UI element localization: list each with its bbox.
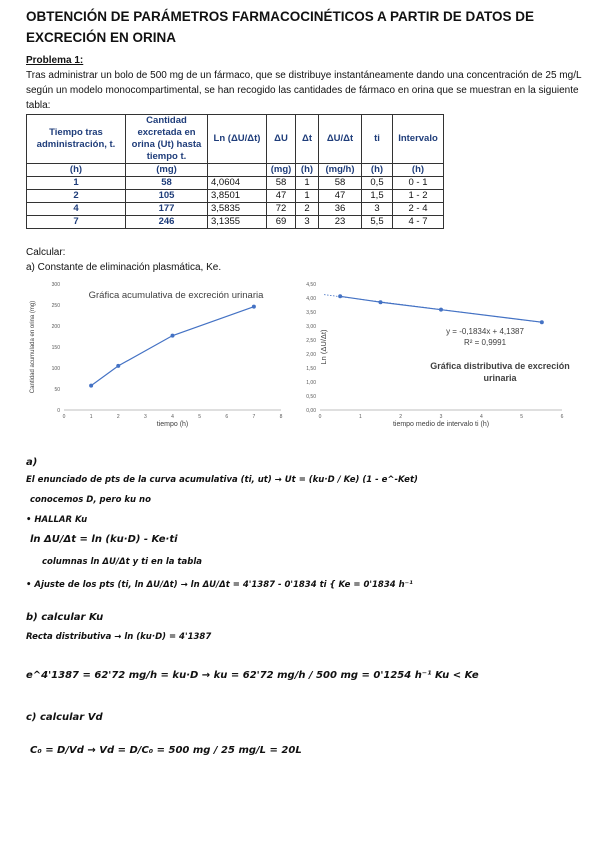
cell: 3,1355 (208, 216, 267, 229)
hand-c-line1: C₀ = D/Vd → Vd = D/C₀ = 500 mg / 25 mg/L = 20L (30, 745, 302, 756)
data-point (338, 294, 342, 298)
cumulative-chart (26, 276, 300, 434)
cell: 1 (27, 177, 126, 190)
cell: 2 (27, 190, 126, 203)
cell: 69 (267, 216, 296, 229)
y-axis-label: Cantidad acumulada en orina (mg) (30, 300, 36, 394)
hand-a-line4: ln ΔU/Δt = ln (ku·D) - Ke·ti (30, 534, 178, 545)
x-axis-label: tiempo (h) (156, 421, 189, 428)
y-tick-label: 3,00 (306, 324, 316, 330)
y-tick-label: 100 (51, 366, 60, 372)
header-dudt: ΔU/Δt (319, 115, 362, 164)
hand-c-label: c) calcular Vd (26, 712, 103, 723)
cell: 36 (319, 203, 362, 216)
hand-a-line2: conocemos D, pero ku no (30, 495, 151, 505)
problem-label: Problema 1: (26, 55, 84, 66)
table-header-row (27, 115, 444, 164)
cell: 3 (296, 216, 319, 229)
hand-b-line1: Recta distributiva → ln (ku·D) = 4'1387 (26, 632, 212, 642)
cell: 7 (27, 216, 126, 229)
hand-a-line3: • HALLAR Ku (26, 515, 88, 525)
cell: 0 - 1 (393, 177, 444, 190)
x-tick-label: 3 (439, 414, 443, 420)
cell: 1 - 2 (393, 190, 444, 203)
table-row (27, 216, 444, 229)
r-squared: R² = 0,9991 (463, 338, 507, 347)
y-tick-label: 200 (51, 324, 60, 330)
trendline-equation: y = -0,1834x + 4,1387 (446, 327, 524, 336)
unit-cell: (mg) (267, 164, 296, 177)
y-axis-label: Ln (ΔU/Δt) (319, 329, 328, 365)
y-tick-label: 0,00 (306, 408, 316, 414)
unit-cell (208, 164, 267, 177)
cell: 47 (319, 190, 362, 203)
cell: 2 - 4 (393, 203, 444, 216)
header-excreted: Cantidad excretada en orina (Ut) hasta tiempo t. (126, 115, 208, 164)
data-table (26, 114, 444, 229)
header-ti: ti (362, 115, 393, 164)
cell: 1 (296, 177, 319, 190)
calcular-label: Calcular: (26, 247, 66, 258)
hand-a-line5: columnas ln ΔU/Δt y ti en la tabla (42, 557, 202, 567)
y-tick-label: 300 (51, 282, 60, 288)
hand-a-line6: • Ajuste de los pts (ti, ln ΔU/Δt) → ln ΔU/Δt = 4'1387 - 0'1834 ti { Ke = 0'1834 h⁻¹ (26, 580, 413, 590)
unit-cell: (h) (393, 164, 444, 177)
cell: 246 (126, 216, 208, 229)
y-tick-label: 0,50 (306, 394, 316, 400)
x-tick-label: 2 (116, 414, 120, 420)
page-title: OBTENCIÓN DE PARÁMETROS FARMACOCINÉTICOS A PARTIR DE DATOS DE EXCRECIÓN EN ORINA (26, 9, 535, 45)
y-tick-label: 2,00 (306, 352, 316, 358)
y-tick-label: 0 (57, 408, 60, 414)
y-tick-label: 50 (54, 387, 60, 393)
y-tick-label: 3,50 (306, 310, 316, 316)
cell: 23 (319, 216, 362, 229)
cell: 4,0604 (208, 177, 267, 190)
x-tick-label: 0 (62, 414, 66, 420)
x-tick-label: 4 (171, 414, 174, 420)
y-tick-label: 1,50 (306, 366, 316, 372)
data-point (116, 364, 120, 368)
cell: 58 (126, 177, 208, 190)
table-row (27, 177, 444, 190)
x-tick-label: 7 (252, 414, 256, 420)
data-point (379, 300, 383, 304)
series-line (91, 307, 254, 386)
x-tick-label: 6 (225, 414, 229, 420)
x-tick-label: 4 (479, 414, 483, 420)
x-tick-label: 6 (560, 414, 564, 420)
data-point (439, 308, 443, 312)
cell: 0,5 (362, 177, 393, 190)
cell: 58 (319, 177, 362, 190)
y-tick-label: 4,00 (306, 296, 316, 302)
data-point (171, 334, 175, 338)
unit-cell: (mg/h) (319, 164, 362, 177)
x-tick-label: 8 (279, 414, 283, 420)
cell: 3,5835 (208, 203, 267, 216)
cell: 5,5 (362, 216, 393, 229)
cell: 4 (27, 203, 126, 216)
chart-title: Gráfica acumulativa de excreción urinaria (88, 290, 264, 301)
data-point (89, 384, 93, 388)
x-tick-label: 0 (318, 414, 322, 420)
data-point (540, 320, 544, 324)
cell: 177 (126, 203, 208, 216)
cell: 2 (296, 203, 319, 216)
y-tick-label: 150 (51, 345, 60, 351)
chart-title: Gráfica distributiva de excreción urinaria (430, 361, 570, 383)
y-tick-label: 4,50 (306, 282, 316, 288)
hand-b-label: b) calcular Ku (26, 612, 104, 623)
cell: 105 (126, 190, 208, 203)
distributive-chart (300, 276, 582, 434)
cell: 58 (267, 177, 296, 190)
cell: 3,8501 (208, 190, 267, 203)
unit-cell: (h) (296, 164, 319, 177)
cell: 3 (362, 203, 393, 216)
unit-cell: (mg) (126, 164, 208, 177)
cell: 72 (267, 203, 296, 216)
header-time: Tiempo tras administración, t. (27, 115, 126, 164)
header-du: ΔU (267, 115, 296, 164)
x-tick-label: 1 (89, 414, 93, 420)
hand-a-label: a) (26, 457, 38, 468)
header-dt: Δt (296, 115, 319, 164)
hand-b-line2: e^4'1387 = 62'72 mg/h = ku·D → ku = 62'72 mg/h / 500 mg = 0'1254 h⁻¹ Ku < Ke (26, 670, 479, 681)
hand-a-line1: El enunciado de pts de la curva acumulativa (ti, ut) → Ut = (ku·D / Ke) (1 - e^-Ket) (26, 475, 418, 485)
cell: 1 (296, 190, 319, 203)
y-tick-label: 250 (51, 303, 60, 309)
x-tick-label: 5 (520, 414, 524, 420)
x-tick-label: 5 (198, 414, 202, 420)
header-interval: Intervalo (393, 115, 444, 164)
table-row (27, 203, 444, 216)
unit-cell: (h) (362, 164, 393, 177)
data-point (252, 305, 256, 309)
x-axis-label: tiempo medio de intervalo ti (h) (392, 421, 490, 428)
y-tick-label: 2,50 (306, 338, 316, 344)
table-row (27, 190, 444, 203)
x-tick-label: 1 (358, 414, 362, 420)
unit-cell: (h) (27, 164, 126, 177)
cell: 1,5 (362, 190, 393, 203)
cell: 47 (267, 190, 296, 203)
problem-statement: Tras administrar un bolo de 500 mg de un fármaco, que se distribuye instantáneamente dando una concentración de 25 mg/L según un modelo monocompartimental, se han recogido las cantidades de fármaco en orina que se muestran en la siguiente tabla: (26, 70, 582, 111)
header-ln: Ln (ΔU/Δt) (208, 115, 267, 164)
table-units-row (27, 164, 444, 177)
question-a: a) Constante de eliminación plasmática, Ke. (26, 262, 222, 273)
x-tick-label: 3 (143, 414, 147, 420)
x-tick-label: 2 (399, 414, 403, 420)
y-tick-label: 1,00 (306, 380, 316, 386)
cell: 4 - 7 (393, 216, 444, 229)
